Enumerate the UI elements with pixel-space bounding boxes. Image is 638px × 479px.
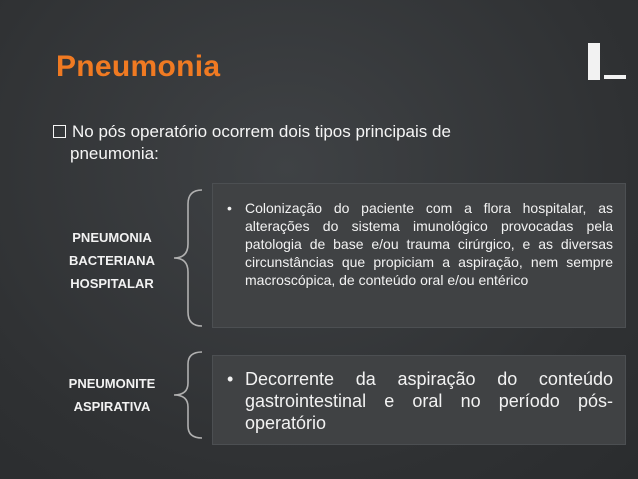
- intro-line-2: pneumonia:: [70, 144, 159, 163]
- intro-line-1: No pós operatório ocorrem dois tipos principais de: [72, 122, 451, 141]
- intro-paragraph: [53, 121, 598, 165]
- group-description: Colonização do paciente com a flora hospitalar, as alterações do sistema imunológico provocadas pela patologia de base e/ou trauma cirúrgico, e as diversas circunstâncias que propiciam a aspiração, nem sempre macroscópica, de conteúdo oral e/ou entérico: [245, 200, 613, 288]
- label-line: ASPIRATIVA: [73, 399, 151, 414]
- label-line: PNEUMONITE: [68, 376, 156, 391]
- checkbox-bullet-icon: [53, 125, 66, 138]
- group-description-box: [212, 355, 626, 445]
- brace-icon: [170, 350, 206, 440]
- decorative-bar-thick: [588, 43, 600, 80]
- bullet-dot-icon: •: [227, 369, 234, 389]
- label-line: PNEUMONIA: [72, 230, 152, 245]
- label-line: HOSPITALAR: [70, 276, 154, 291]
- decorative-bar-thin: [604, 75, 626, 79]
- list-item: [225, 199, 613, 289]
- group-description-box: [212, 183, 626, 328]
- group-label-pneumonite-aspirativa: [56, 372, 168, 418]
- group-label-pneumonia-bacteriana: [56, 226, 168, 295]
- group-description: Decorrente da aspiração do conteúdo gastrointestinal e oral no período pós-operatório: [245, 369, 613, 433]
- bullet-dot-icon: •: [227, 200, 232, 216]
- slide-title: Pneumonia: [56, 50, 221, 83]
- brace-icon: [170, 188, 206, 328]
- list-item: [225, 368, 613, 434]
- label-line: BACTERIANA: [69, 253, 155, 268]
